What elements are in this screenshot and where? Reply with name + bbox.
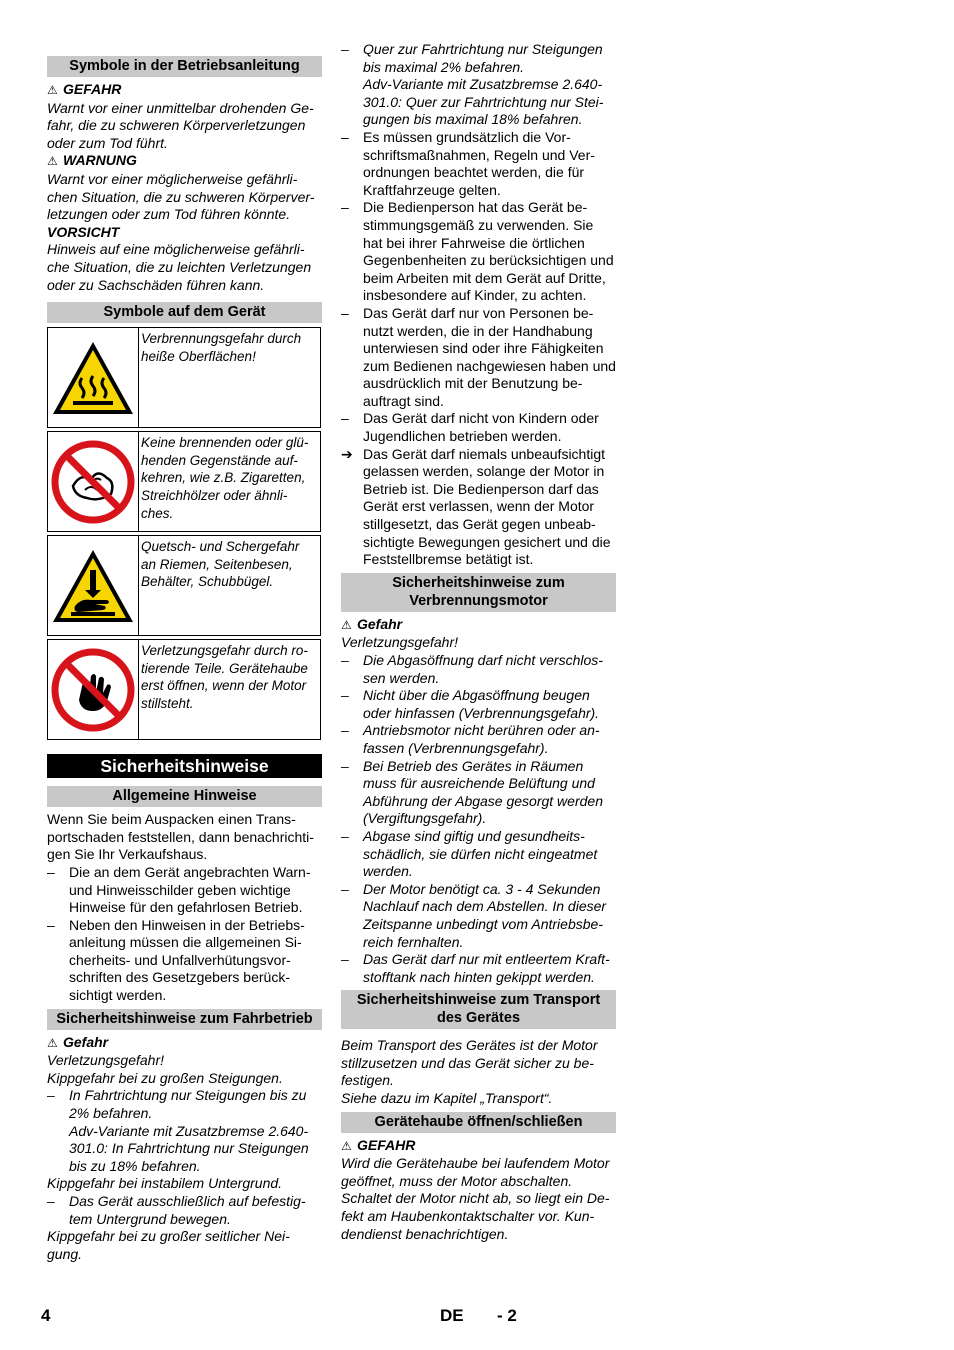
- list-item: – Die an dem Gerät angebrachten Warn- und Hinweisschilder geben wichtige Hinweise für den gefahrlosen Betrieb.: [47, 863, 311, 916]
- text-line: Kippgefahr bei zu großen Steigungen.: [47, 1069, 283, 1086]
- list-item-continued: Adv-Variante mit Zusatzbremse 2.640-301.0: Quer zur Fahrtrichtung nur Stei-gungen bis maximal 18% befahren.: [363, 76, 604, 128]
- list-item: – Das Gerät ausschließlich auf befestig-tem Untergrund bewegen.: [47, 1193, 306, 1227]
- list-item: – Der Motor benötigt ca. 3 - 4 Sekunden Nachlauf nach dem Abstellen. In dieser Zeitspanne unbedingt vom Antriebsbe-reich fernhalten.: [341, 880, 607, 950]
- list-item-continued: Adv-Variante mit Zusatzbremse 2.640-301.0: In Fahrtrichtung nur Steigungen bis zu 18% befahren.: [69, 1122, 309, 1174]
- list-item: – Die Abgasöffnung darf nicht verschlos-sen werden.: [341, 652, 603, 686]
- list-item: – In Fahrtrichtung nur Steigungen bis zu 2% befahren.: [47, 1087, 307, 1122]
- symbol-row: [47, 431, 321, 532]
- warnung-label: ⚠ WARNUNG: [47, 152, 322, 171]
- main-section-title: Sicherheitshinweise: [47, 754, 322, 778]
- language-code: DE: [440, 1306, 464, 1325]
- section-title-hood: Gerätehaube öffnen/schließen: [341, 1112, 616, 1133]
- list-item: – Das Gerät darf nur von Personen be-nutzt werden, die in der Handhabung unterwiesen sind oder ihre Fähigkeiten zum Bedienen nachgewiesen haben und ausdrücklich mit der Benutzung be-auftragt sind.: [341, 304, 616, 409]
- hot-surface-icon: [48, 328, 139, 427]
- arrow-list-item: ➔ Das Gerät darf niemals unbeaufsichtigt gelassen werden, solange der Motor in Betrieb ist. Die Bedienperson darf das Gerät erst verlassen, wenn der Motor stillgesetzt, das Gerät gegen unbeab-sichtigte Bewegungen gesichert und die Feststellbremse betätigt ist.: [341, 445, 611, 568]
- gefahr-label: ⚠ GEFAHR: [47, 81, 322, 100]
- left-column: [47, 56, 322, 1263]
- text-line: Kippgefahr bei zu großer seitlicher Nei-gung.: [47, 1228, 290, 1262]
- warning-triangle-icon: ⚠: [47, 1035, 58, 1050]
- transport-text: Beim Transport des Gerätes ist der Motor stillzusetzen und das Gerät sicher zu be-festigen.: [341, 1037, 598, 1089]
- list-item: – Nicht über die Abgasöffnung beugen oder hinfassen (Verbrennungsgefahr).: [341, 687, 600, 721]
- warning-triangle-icon: ⚠: [341, 617, 352, 632]
- sub-page-number: - 2: [497, 1306, 517, 1325]
- list-item: – Bei Betrieb des Gerätes in Räumen muss für ausreichende Belüftung und Abführung der Abgase gesorgt werden (Vergiftungsgefahr).: [341, 757, 603, 827]
- section-title-transport: Sicherheitshinweise zum Transport des Gerätes: [341, 990, 616, 1029]
- list-item: – Abgase sind giftig und gesundheits-schädlich, sie dürfen nicht eingeatmet werden.: [341, 827, 598, 880]
- gefahr-label: ⚠ Gefahr: [47, 1034, 322, 1053]
- symbol-text: Verletzungsgefahr durch ro-tierende Teile. Gerätehaube erst öffnen, wenn der Motor stillsteht.: [141, 643, 308, 711]
- text-line: Kippgefahr bei instabilem Untergrund.: [47, 1175, 283, 1192]
- section-title-symbols-device: Symbole auf dem Gerät: [47, 302, 322, 323]
- vorsicht-text: Hinweis auf eine möglicherweise gefährli-che Situation, die zu leichten Verletzungen oder zu Sachschäden führen kann.: [47, 241, 312, 293]
- section-title-engine: Sicherheitshinweise zum Verbrennungsmotor: [341, 573, 616, 612]
- list-item: – Quer zur Fahrtrichtung nur Steigungen bis maximal 2% befahren.: [341, 41, 603, 75]
- list-item: – Das Gerät darf nicht von Kindern oder Jugendlichen betrieben werden.: [341, 410, 599, 445]
- gefahr-label: ⚠ Gefahr: [341, 616, 616, 635]
- section-title-symbols-manual: Symbole in der Betriebsanleitung: [47, 56, 322, 77]
- symbol-table: [47, 327, 321, 740]
- symbol-row: [47, 535, 321, 636]
- symbol-text: Quetsch- und Schergefahr an Riemen, Seitenbesen, Behälter, Schubbügel.: [141, 539, 300, 590]
- symbol-row: [47, 639, 321, 740]
- crush-hazard-icon: [48, 536, 139, 635]
- no-burning-objects-icon: [48, 432, 139, 531]
- list-item: – Das Gerät darf nur mit entleertem Kraft-stofftank nach hinten gekippt werden.: [341, 951, 610, 985]
- section-title-driving: Sicherheitshinweise zum Fahrbetrieb: [47, 1009, 322, 1030]
- vorsicht-label: VORSICHT: [47, 223, 120, 240]
- list-item: – Die Bedienperson hat das Gerät be-stimmungsgemäß zu verwenden. Sie hat bei ihrer Fahrweise die örtlichen Gegenbenheiten zu berücksichtigen und beim Arbeiten mit dem Gerät auf Dritte, insbesondere auf Kinder, zu achten.: [341, 199, 614, 304]
- section-title-general: Allgemeine Hinweise: [47, 786, 322, 807]
- gefahr-text: Warnt vor einer unmittelbar drohenden Ge-fahr, die zu schweren Körperverletzungen oder zum Tod führt.: [47, 99, 314, 151]
- text-line: Verletzungsgefahr!: [47, 1052, 164, 1069]
- list-item: – Es müssen grundsätzlich die Vor-schriftsmaßnahmen, Regeln und Ver-ordnungen beachtet werden, die für Kraftfahrzeuge gelten.: [341, 128, 595, 198]
- hood-text: Wird die Gerätehaube bei laufendem Motor geöffnet, muss der Motor abschalten. Schaltet der Motor nicht ab, so liegt ein De-fekt am Haubenkontaktschalter vor. Kun-dendienst benachrichtigen.: [341, 1155, 610, 1242]
- transport-reference: Siehe dazu im Kapitel „Transport“.: [341, 1090, 553, 1107]
- symbol-text: Keine brennenden oder glü-henden Gegenstände auf-kehren, wie z.B. Zigaretten, Streichhölzer oder ähnli-ches.: [141, 435, 309, 521]
- gefahr-label: ⚠ GEFAHR: [341, 1137, 616, 1156]
- warning-triangle-icon: ⚠: [47, 154, 58, 169]
- symbol-text: Verbrennungsgefahr durch heiße Oberflächen!: [141, 331, 302, 364]
- right-column: [341, 41, 616, 1243]
- warnung-text: Warnt vor einer möglicherweise gefährli-chen Situation, die zu schweren Körperver-letzungen oder zum Tod führen könnte.: [47, 170, 315, 223]
- arrow-icon: ➔: [341, 445, 353, 462]
- list-item: – Neben den Hinweisen in der Betriebs-anleitung müssen die allgemeinen Si-cherheits- und Unfallverhütungsvor-schriften des Gesetzgebers berück-sichtigt werden.: [47, 916, 305, 1004]
- warning-triangle-icon: ⚠: [47, 83, 58, 97]
- list-item: – Antriebsmotor nicht berühren oder an-fassen (Verbrennungsgefahr).: [341, 722, 600, 756]
- symbol-row: [47, 327, 321, 428]
- text-line: Verletzungsgefahr!: [341, 634, 458, 651]
- no-hands-rotating-parts-icon: [48, 640, 139, 739]
- general-intro: Wenn Sie beim Auspacken einen Trans-portschaden feststellen, dann benachrichti-gen Sie Ihr Verkaufshaus.: [47, 811, 314, 863]
- warning-triangle-icon: ⚠: [341, 1138, 352, 1153]
- page-number: 4: [41, 1306, 51, 1325]
